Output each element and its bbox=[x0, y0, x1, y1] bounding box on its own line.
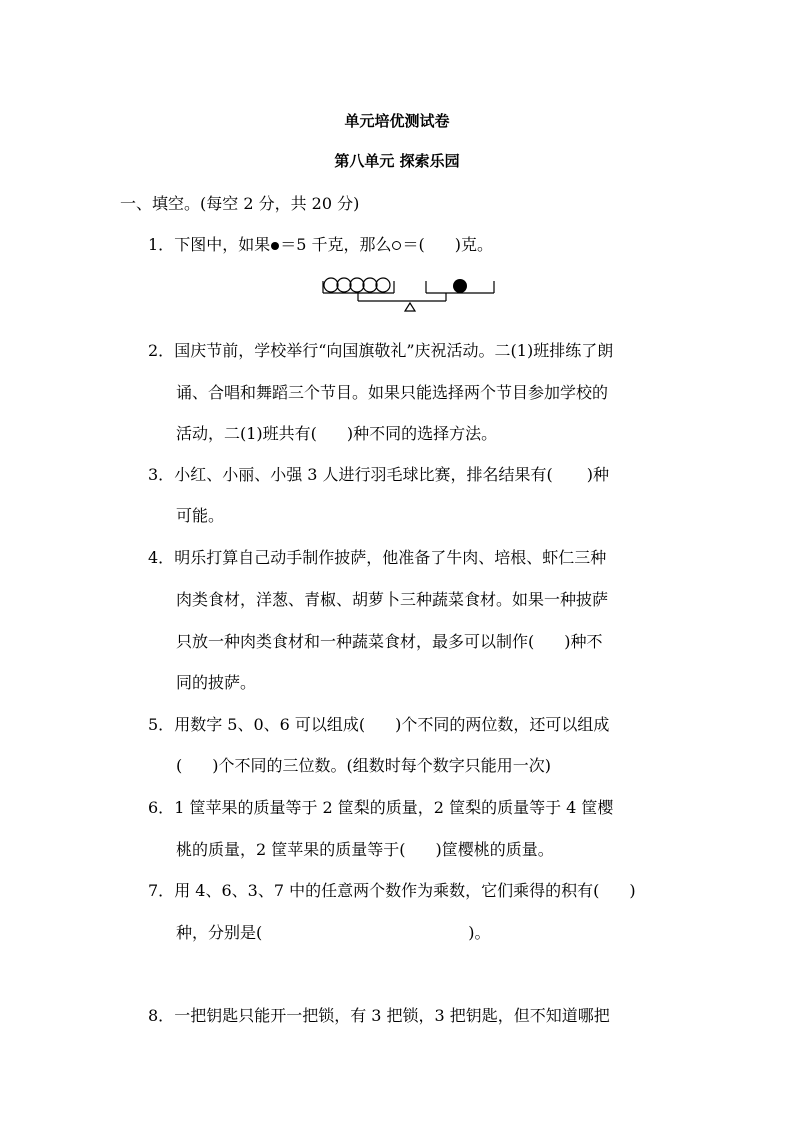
hollow-circle-icon bbox=[376, 278, 390, 292]
hollow-circle-icon bbox=[392, 241, 401, 250]
question-text: 种，分别是( bbox=[176, 923, 263, 942]
hollow-circle-icon bbox=[337, 278, 351, 292]
hollow-circle-icon bbox=[350, 278, 364, 292]
question-text: 国庆节前，学校举行“向国旗敬礼”庆祝活动。二(1)班排练了朗 bbox=[174, 341, 614, 360]
question-text: 桃的质量，2 筐苹果的质量等于( bbox=[176, 840, 406, 859]
question-number: 5． bbox=[148, 715, 175, 734]
question-number: 4． bbox=[148, 548, 175, 567]
question-text: ) bbox=[629, 881, 636, 900]
section-heading: 一、填空。(每空 2 分，共 20 分) bbox=[120, 194, 360, 213]
hollow-circle-icon bbox=[324, 278, 338, 292]
question-text: 用数字 5、0、6 可以组成( bbox=[174, 715, 366, 734]
question-number: 1． bbox=[148, 235, 175, 254]
question-text: )筐樱桃的质量。 bbox=[435, 840, 554, 859]
question-text: 明乐打算自己动手制作披萨，他准备了牛肉、培根、虾仁三种 bbox=[174, 548, 607, 567]
question-text: ( bbox=[176, 756, 183, 775]
unit-subtitle: 第八单元 探索乐园 bbox=[334, 152, 460, 170]
hollow-circle-icon bbox=[363, 278, 377, 292]
question-text: )种不 bbox=[564, 632, 603, 651]
question-number: 8． bbox=[148, 1006, 175, 1025]
question-text: ＝5 千克，那么 bbox=[280, 235, 392, 254]
question-1 bbox=[148, 232, 493, 255]
question-number: 2． bbox=[148, 341, 175, 360]
question-text: 下图中，如果 bbox=[174, 235, 271, 254]
question-text: )种 bbox=[586, 465, 610, 484]
question-text: 同的披萨。 bbox=[176, 673, 257, 692]
balance-scale-figure bbox=[318, 276, 498, 316]
question-text: 肉类食材，洋葱、青椒、胡萝卜三种蔬菜食材。如果一种披萨 bbox=[176, 590, 609, 609]
filled-circle-icon bbox=[271, 242, 279, 250]
question-text: 活动，二(1)班共有( bbox=[176, 424, 317, 443]
fulcrum-triangle bbox=[405, 303, 415, 311]
question-text: 诵、合唱和舞蹈三个节目。如果只能选择两个节目参加学校的 bbox=[176, 383, 609, 402]
question-number: 7． bbox=[148, 881, 175, 900]
question-text: )个不同的两位数，还可以组成 bbox=[395, 715, 610, 734]
filled-circle-icon bbox=[453, 279, 467, 293]
question-number: 6． bbox=[148, 798, 175, 817]
page-title: 单元培优测试卷 bbox=[344, 112, 450, 130]
question-text: )。 bbox=[468, 923, 491, 942]
question-number: 3． bbox=[148, 465, 175, 484]
question-text: 一把钥匙只能开一把锁，有 3 把锁，3 把钥匙，但不知道哪把 bbox=[174, 1006, 610, 1025]
question-text: )个不同的三位数。(组数时每个数字只能用一次) bbox=[212, 756, 551, 775]
question-text: )克。 bbox=[454, 235, 493, 254]
question-text: )种不同的选择方法。 bbox=[346, 424, 498, 443]
question-text: 可能。 bbox=[176, 506, 225, 525]
question-text: 用 4、6、3、7 中的任意两个数作为乘数，它们乘得的积有( bbox=[174, 881, 600, 900]
question-text: 只放一种肉类食材和一种蔬菜食材，最多可以制作( bbox=[176, 632, 535, 651]
question-text: 1 筐苹果的质量等于 2 筐梨的质量，2 筐梨的质量等于 4 筐樱 bbox=[174, 798, 614, 817]
question-text: 小红、小丽、小强 3 人进行羽毛球比赛，排名结果有( bbox=[174, 465, 553, 484]
question-text: ＝( bbox=[402, 235, 425, 254]
